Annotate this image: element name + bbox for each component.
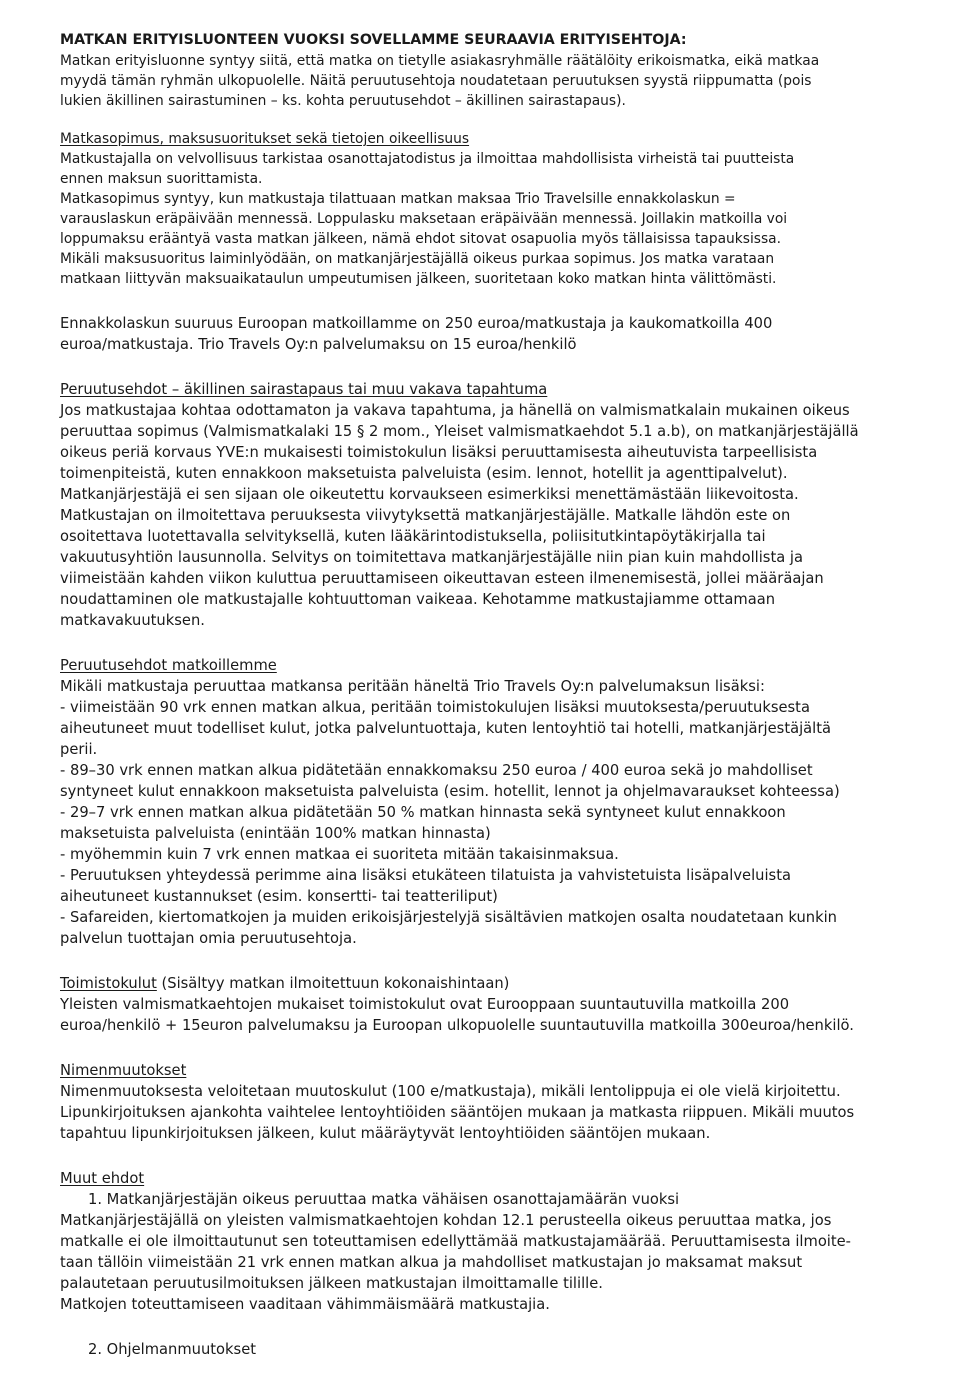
contract-line: loppumaksu erääntyä vasta matkan jälkeen, nämä ehdot sitovat osapuolia myös tällaisissa tapauksissa.: [60, 231, 782, 247]
intro-line: Matkan erityisluonne syntyy siitä, että matka on tietylle asiakasryhmälle räätälöity erikoismatka, eikä matkaa: [60, 53, 820, 69]
spacer: [60, 1144, 910, 1168]
other-item-1: 1. Matkanjärjestäjän oikeus peruuttaa matka vähäisen osanottajamäärän vuoksi: [88, 1191, 680, 1208]
illness-line: toimenpiteistä, kuten ennakkoon maksetuista palveluista (esim. lennot, hotellit ja agenttipalvelut).: [60, 465, 788, 482]
office-section: [60, 973, 910, 1036]
document-page: [60, 30, 910, 1360]
contract-heading: Matkasopimus, maksusuoritukset sekä tietojen oikeellisuus: [60, 131, 470, 147]
illness-line: viimeistään kahden viikon kuluttua peruuttamiseen oikeuttavan esteen ilmenemisestä, jollei määräajan: [60, 570, 824, 587]
advance-section: [60, 313, 910, 355]
intro-line: myydä tämän ryhmän ulkopuolelle. Näitä peruutusehtoja noudatetaan peruutuksen syystä riippumatta (pois: [60, 73, 812, 89]
illness-line: osoitettava luotettavalla selvityksellä, kuten lääkärintodistuksella, poliisitutkintapöytäkirjalla tai: [60, 528, 766, 545]
cancellation-section: [60, 655, 910, 949]
advance-line: euroa/matkustaja. Trio Travels Oy:n palvelumaksu on 15 euroa/henkilö: [60, 336, 577, 353]
other-item-2: 2. Ohjelmanmuutokset: [88, 1341, 256, 1358]
other-line: palautetaan peruutusilmoituksen jälkeen matkustajan ilmoittamalle tilille.: [60, 1275, 603, 1292]
spacer: [60, 289, 910, 313]
cancellation-line: aiheutuneet muut todelliset kulut, jotka palveluntuottaja, kuten lentoyhtiö tai hotelli, matkanjärjestäjältä: [60, 720, 832, 737]
contract-line: Mikäli maksusuoritus laiminlyödään, on matkanjärjestäjällä oikeus purkaa sopimus. Jos matka varataan: [60, 251, 775, 267]
contract-line: ennen maksun suorittamista.: [60, 171, 263, 187]
spacer: [60, 111, 910, 129]
other-section: [60, 1168, 910, 1360]
office-heading: Toimistokulut: [60, 975, 157, 992]
cancellation-line: - 89–30 vrk ennen matkan alkua pidätetään ennakkomaksu 250 euroa / 400 euroa sekä jo mahdolliset: [60, 762, 813, 779]
illness-line: matkavakuutuksen.: [60, 612, 205, 629]
spacer: [60, 1315, 910, 1339]
contract-line: varauslaskun eräpäivään mennessä. Loppulasku maksetaan eräpäivään mennessä. Joillakin matkoilla voi: [60, 211, 788, 227]
spacer: [60, 1036, 910, 1060]
spacer: [60, 631, 910, 655]
office-line: euroa/henkilö + 15euron palvelumaksu ja Euroopan ulkopuolelle suuntautuvilla matkoilla 300euroa/henkilö.: [60, 1017, 854, 1034]
cancellation-line: syntyneet kulut ennakkoon maksetuista palveluista (esim. hotellit, lennot ja ohjelmavaraukset kohteessa): [60, 783, 840, 800]
cancellation-line: - myöhemmin kuin 7 vrk ennen matkaa ei suoriteta mitään takaisinmaksua.: [60, 846, 619, 863]
intro-heading: MATKAN ERITYISLUONTEEN VUOKSI SOVELLAMME SEURAAVIA ERITYISEHTOJA:: [60, 32, 687, 48]
cancellation-line: aiheutuneet kustannukset (esim. konsertti- tai teatteriliput): [60, 888, 498, 905]
illness-line: vakuutusyhtiön lausunnolla. Selvitys on toimitettava matkanjärjestäjälle niin pian kuin mahdollista ja: [60, 549, 803, 566]
cancellation-line: palvelun tuottajan omia peruutusehtoja.: [60, 930, 357, 947]
illness-section: [60, 379, 910, 631]
contract-line: Matkasopimus syntyy, kun matkustaja tilattuaan matkan maksaa Trio Travelsille ennakkolaskun =: [60, 191, 736, 207]
cancellation-line: - Safareiden, kiertomatkojen ja muiden erikoisjärjestelyjä sisältävien matkojen osalta noudatetaan kunkin: [60, 909, 837, 926]
names-line: tapahtuu lipunkirjoituksen jälkeen, kulut määräytyvät lentoyhtiöiden sääntöjen mukaan.: [60, 1125, 711, 1142]
illness-line: Matkustajan on ilmoitettava peruuksesta viivytyksettä matkanjärjestäjälle. Matkalle lähdön este on: [60, 507, 791, 524]
cancellation-line: - viimeistään 90 vrk ennen matkan alkua, peritään toimistokulujen lisäksi muutoksesta/peruutuksesta: [60, 699, 810, 716]
illness-line: Matkanjärjestäjä ei sen sijaan ole oikeutettu korvaukseen esimerkiksi menettämästään liikevoitosta.: [60, 486, 799, 503]
illness-line: peruuttaa sopimus (Valmismatkalaki 15 § 2 mom., Yleiset valmismatkaehdot 5.1 a.b), on matkanjärjestäjällä: [60, 423, 859, 440]
intro-line: lukien äkillinen sairastuminen – ks. kohta peruutusehdot – äkillinen sairastapaus).: [60, 93, 626, 109]
other-line: Matkanjärjestäjällä on yleisten valmismatkaehtojen kohdan 12.1 perusteella oikeus peruuttaa matka, jos: [60, 1212, 832, 1229]
other-line: taan tällöin viimeistään 21 vrk ennen matkan alkua ja mahdolliset matkustajan jo maksamat maksut: [60, 1254, 803, 1271]
cancellation-heading: Peruutusehdot matkoillemme: [60, 657, 277, 674]
cancellation-line: - 29–7 vrk ennen matkan alkua pidätetään 50 % matkan hinnasta sekä syntyneet kulut ennakkoon: [60, 804, 786, 821]
spacer: [60, 355, 910, 379]
names-section: [60, 1060, 910, 1144]
cancellation-line: Mikäli matkustaja peruuttaa matkansa peritään häneltä Trio Travels Oy:n palvelumaksun lisäksi:: [60, 678, 765, 695]
cancellation-line: - Peruutuksen yhteydessä perimme aina lisäksi etukäteen tilatuista ja vahvistetuista lisäpalveluista: [60, 867, 791, 884]
other-line: Matkojen toteuttamiseen vaaditaan vähimmäismäärä matkustajia.: [60, 1296, 550, 1313]
other-heading: Muut ehdot: [60, 1170, 145, 1187]
intro-section: [60, 30, 910, 111]
cancellation-line: perii.: [60, 741, 98, 758]
illness-heading: Peruutusehdot – äkillinen sairastapaus tai muu vakava tapahtuma: [60, 381, 548, 398]
other-line: matkalle ei ole ilmoittautunut sen toteuttamisen edellyttämää matkustajamäärää. Peruuttamisesta ilmoite-: [60, 1233, 851, 1250]
office-line: Yleisten valmismatkaehtojen mukaiset toimistokulut ovat Eurooppaan suuntautuvilla matkoilla 200: [60, 996, 790, 1013]
cancellation-line: maksetuista palveluista (enintään 100% matkan hinnasta): [60, 825, 491, 842]
contract-section: [60, 129, 910, 289]
names-line: Lipunkirjoituksen ajankohta vaihtelee lentoyhtiöiden sääntöjen mukaan ja matkasta riippuen. Mikäli muutos: [60, 1104, 855, 1121]
contract-line: matkaan liittyvän maksuaikataulun umpeutumisen jälkeen, suoritetaan koko matkan hinta välittömästi.: [60, 271, 777, 287]
contract-line: Matkustajalla on velvollisuus tarkistaa osanottajatodistus ja ilmoittaa mahdollisista virheistä tai puutteista: [60, 151, 795, 167]
names-heading: Nimenmuutokset: [60, 1062, 187, 1079]
illness-line: Jos matkustajaa kohtaa odottamaton ja vakava tapahtuma, ja hänellä on valmismatkalain mukainen oikeus: [60, 402, 850, 419]
illness-line: noudattaminen ole matkustajalle kohtuuttoman vaikeaa. Kehotamme matkustajiamme ottamaan: [60, 591, 776, 608]
illness-line: oikeus periä korvaus YVE:n mukaisesti toimistokulun lisäksi peruuttamisesta aiheutuvista tarpeellisista: [60, 444, 818, 461]
spacer: [60, 949, 910, 973]
office-heading-suffix: (Sisältyy matkan ilmoitettuun kokonaishintaan): [156, 975, 510, 992]
names-line: Nimenmuutoksesta veloitetaan muutoskulut (100 e/matkustaja), mikäli lentolippuja ei ole vielä kirjoitettu.: [60, 1083, 841, 1100]
advance-line: Ennakkolaskun suuruus Euroopan matkoillamme on 250 euroa/matkustaja ja kaukomatkoilla 400: [60, 315, 773, 332]
